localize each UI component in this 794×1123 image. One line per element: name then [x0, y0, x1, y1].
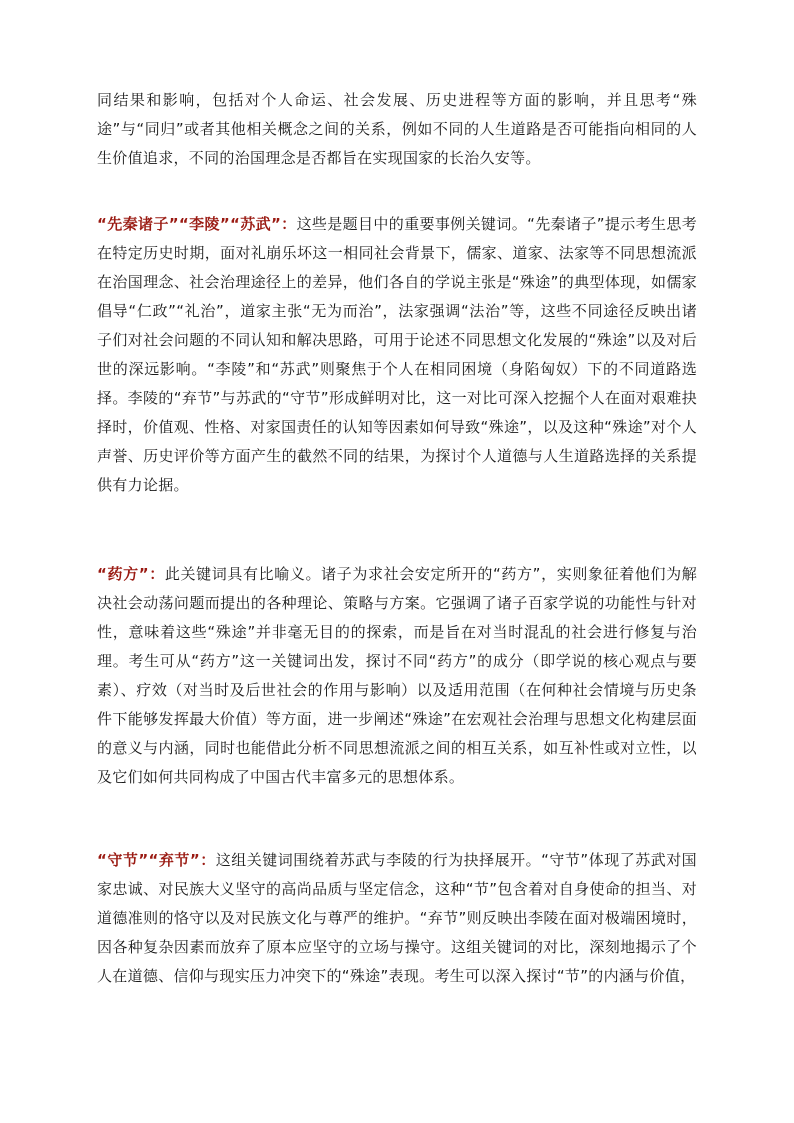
paragraph-keyword: “守节”“弃节”： — [97, 851, 216, 869]
paragraph-text: 这组关键词围绕着苏武与李陵的行为抉择展开。“守节”体现了苏武对国家忠诚、对民族大义坚守的高尚品质与坚定信念，这种“节”包含着对自身使命的担当、对道德准则的恪守以及对民族文化与尊严的维护。“弃节”则反映出李陵在面对极端困境时，因各种复杂因素而放弃了原本应坚守的立场与操守。这组关键词的对比，深刻地揭示了个人在道德、信仰与现实压力冲突下的“殊途”表现。考生可以深入探讨“节”的内涵与价值， — [97, 851, 697, 985]
paragraph-text: 同结果和影响，包括对个人命运、社会发展、历史进程等方面的影响，并且思考“殊途”与“同归”或者其他相关概念之间的关系，例如不同的人生道路是否可能指向相同的人生价值追求，不同的治国理念是否都旨在实现国家的长治久安等。 — [97, 91, 697, 167]
paragraph-1 — [97, 86, 697, 173]
paragraph-2 — [97, 210, 697, 500]
paragraph-keyword: “先秦诸子”“李陵”“苏武”： — [97, 215, 297, 233]
paragraph-3 — [97, 560, 697, 792]
paragraph-4 — [97, 846, 697, 991]
paragraph-keyword: “药方”： — [97, 565, 165, 583]
paragraph-text: 此关键词具有比喻义。诸子为求社会安定所开的“药方”，实则象征着他们为解决社会动荡问题而提出的各种理论、策略与方案。它强调了诸子百家学说的功能性与针对性，意味着这些“殊途”并非毫无目的的探索，而是旨在对当时混乱的社会进行修复与治理。考生可从“药方”这一关键词出发，探讨不同“药方”的成分（即学说的核心观点与要素）、疗效（对当时及后世社会的作用与影响）以及适用范围（在何种社会情境与历史条件下能够发挥最大价值）等方面，进一步阐述“殊途”在宏观社会治理与思想文化构建层面的意义与内涵，同时也能借此分析不同思想流派之间的相互关系，如互补性或对立性，以及它们如何共同构成了中国古代丰富多元的思想体系。 — [97, 565, 698, 786]
paragraph-text: 这些是题目中的重要事例关键词。“先秦诸子”提示考生思考在特定历史时期，面对礼崩乐坏这一相同社会背景下，儒家、道家、法家等不同思想流派在治国理念、社会治理途径上的差异，他们各自的学说主张是“殊途”的典型体现，如儒家倡导“仁政”“礼治”，道家主张“无为而治”，法家强调“法治”等，这些不同途径反映出诸子们对社会问题的不同认知和解决思路，可用于论述不同思想文化发展的“殊途”以及对后世的深远影响。“李陵”和“苏武”则聚焦于个人在相同困境（身陷匈奴）下的不同道路选择。李陵的“弃节”与苏武的“守节”形成鲜明对比，这一对比可深入挖掘个人在面对艰难抉择时，价值观、性格、对家国责任的认知等因素如何导致“殊途”，以及这种“殊途”对个人声誉、历史评价等方面产生的截然不同的结果，为探讨个人道德与人生道路选择的关系提供有力论据。 — [97, 215, 697, 494]
